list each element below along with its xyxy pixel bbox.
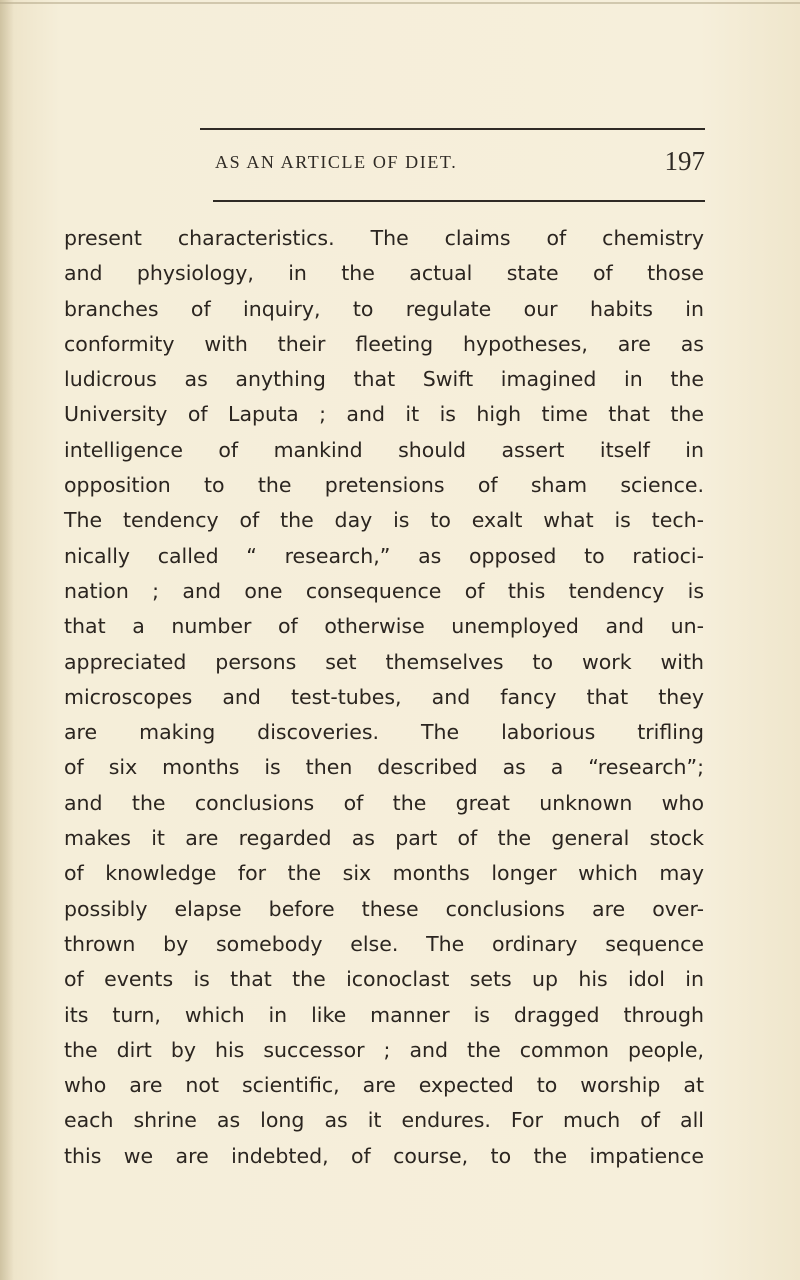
header-rule-bottom	[213, 200, 705, 202]
body-line: University of Laputa ; and it is high time that the	[64, 402, 704, 427]
page-number: 197	[664, 146, 705, 176]
body-line: nically called “ research,” as opposed to ratioci-	[64, 543, 704, 568]
body-line: appreciated persons set themselves to work with	[64, 649, 704, 674]
body-line: thrown by somebody else. The ordinary sequence	[64, 931, 704, 956]
body-line: nation ; and one consequence of this tendency is	[64, 578, 704, 603]
body-line: The tendency of the day is to exalt what is tech-	[64, 508, 704, 533]
body-line: branches of inquiry, to regulate our habits in	[64, 296, 704, 321]
body-line: of knowledge for the six months longer which may	[64, 861, 704, 886]
body-line: present characteristics. The claims of chemistry	[64, 226, 704, 250]
page-gutter-shadow	[0, 0, 14, 1280]
body-line: of events is that the iconoclast sets up his idol in	[64, 967, 704, 992]
body-line: conformity with their fleeting hypotheses, are as	[64, 331, 704, 356]
body-line: microscopes and test-tubes, and fancy that they	[64, 684, 704, 709]
body-line: and physiology, in the actual state of those	[64, 261, 704, 286]
running-head	[215, 146, 705, 182]
body-line: its turn, which in like manner is dragged through	[64, 1002, 704, 1027]
body-line: intelligence of mankind should assert itself in	[64, 437, 704, 462]
body-line: each shrine as long as it endures. For much of all	[64, 1108, 704, 1133]
body-line: possibly elapse before these conclusions are over-	[64, 896, 704, 921]
body-line: this we are indebted, of course, to the impatience	[64, 1143, 704, 1168]
body-line: and the conclusions of the great unknown who	[64, 790, 704, 815]
body-line: ludicrous as anything that Swift imagined in the	[64, 367, 704, 392]
body-line: opposition to the pretensions of sham science.	[64, 473, 704, 498]
body-line: who are not scientific, are expected to worship at	[64, 1073, 704, 1098]
body-line: are making discoveries. The laborious trifling	[64, 720, 704, 745]
body-line: the dirt by his successor ; and the common people,	[64, 1037, 704, 1062]
body-paragraph	[64, 221, 704, 1174]
running-head-title: AS AN ARTICLE OF DIET.	[215, 152, 458, 172]
top-edge-rule	[0, 2, 800, 4]
body-line: makes it are regarded as part of the general stock	[64, 826, 704, 851]
body-line: of six months is then described as a “research”;	[64, 755, 704, 780]
header-rule-top	[200, 128, 705, 130]
body-line: that a number of otherwise unemployed and un-	[64, 614, 704, 639]
